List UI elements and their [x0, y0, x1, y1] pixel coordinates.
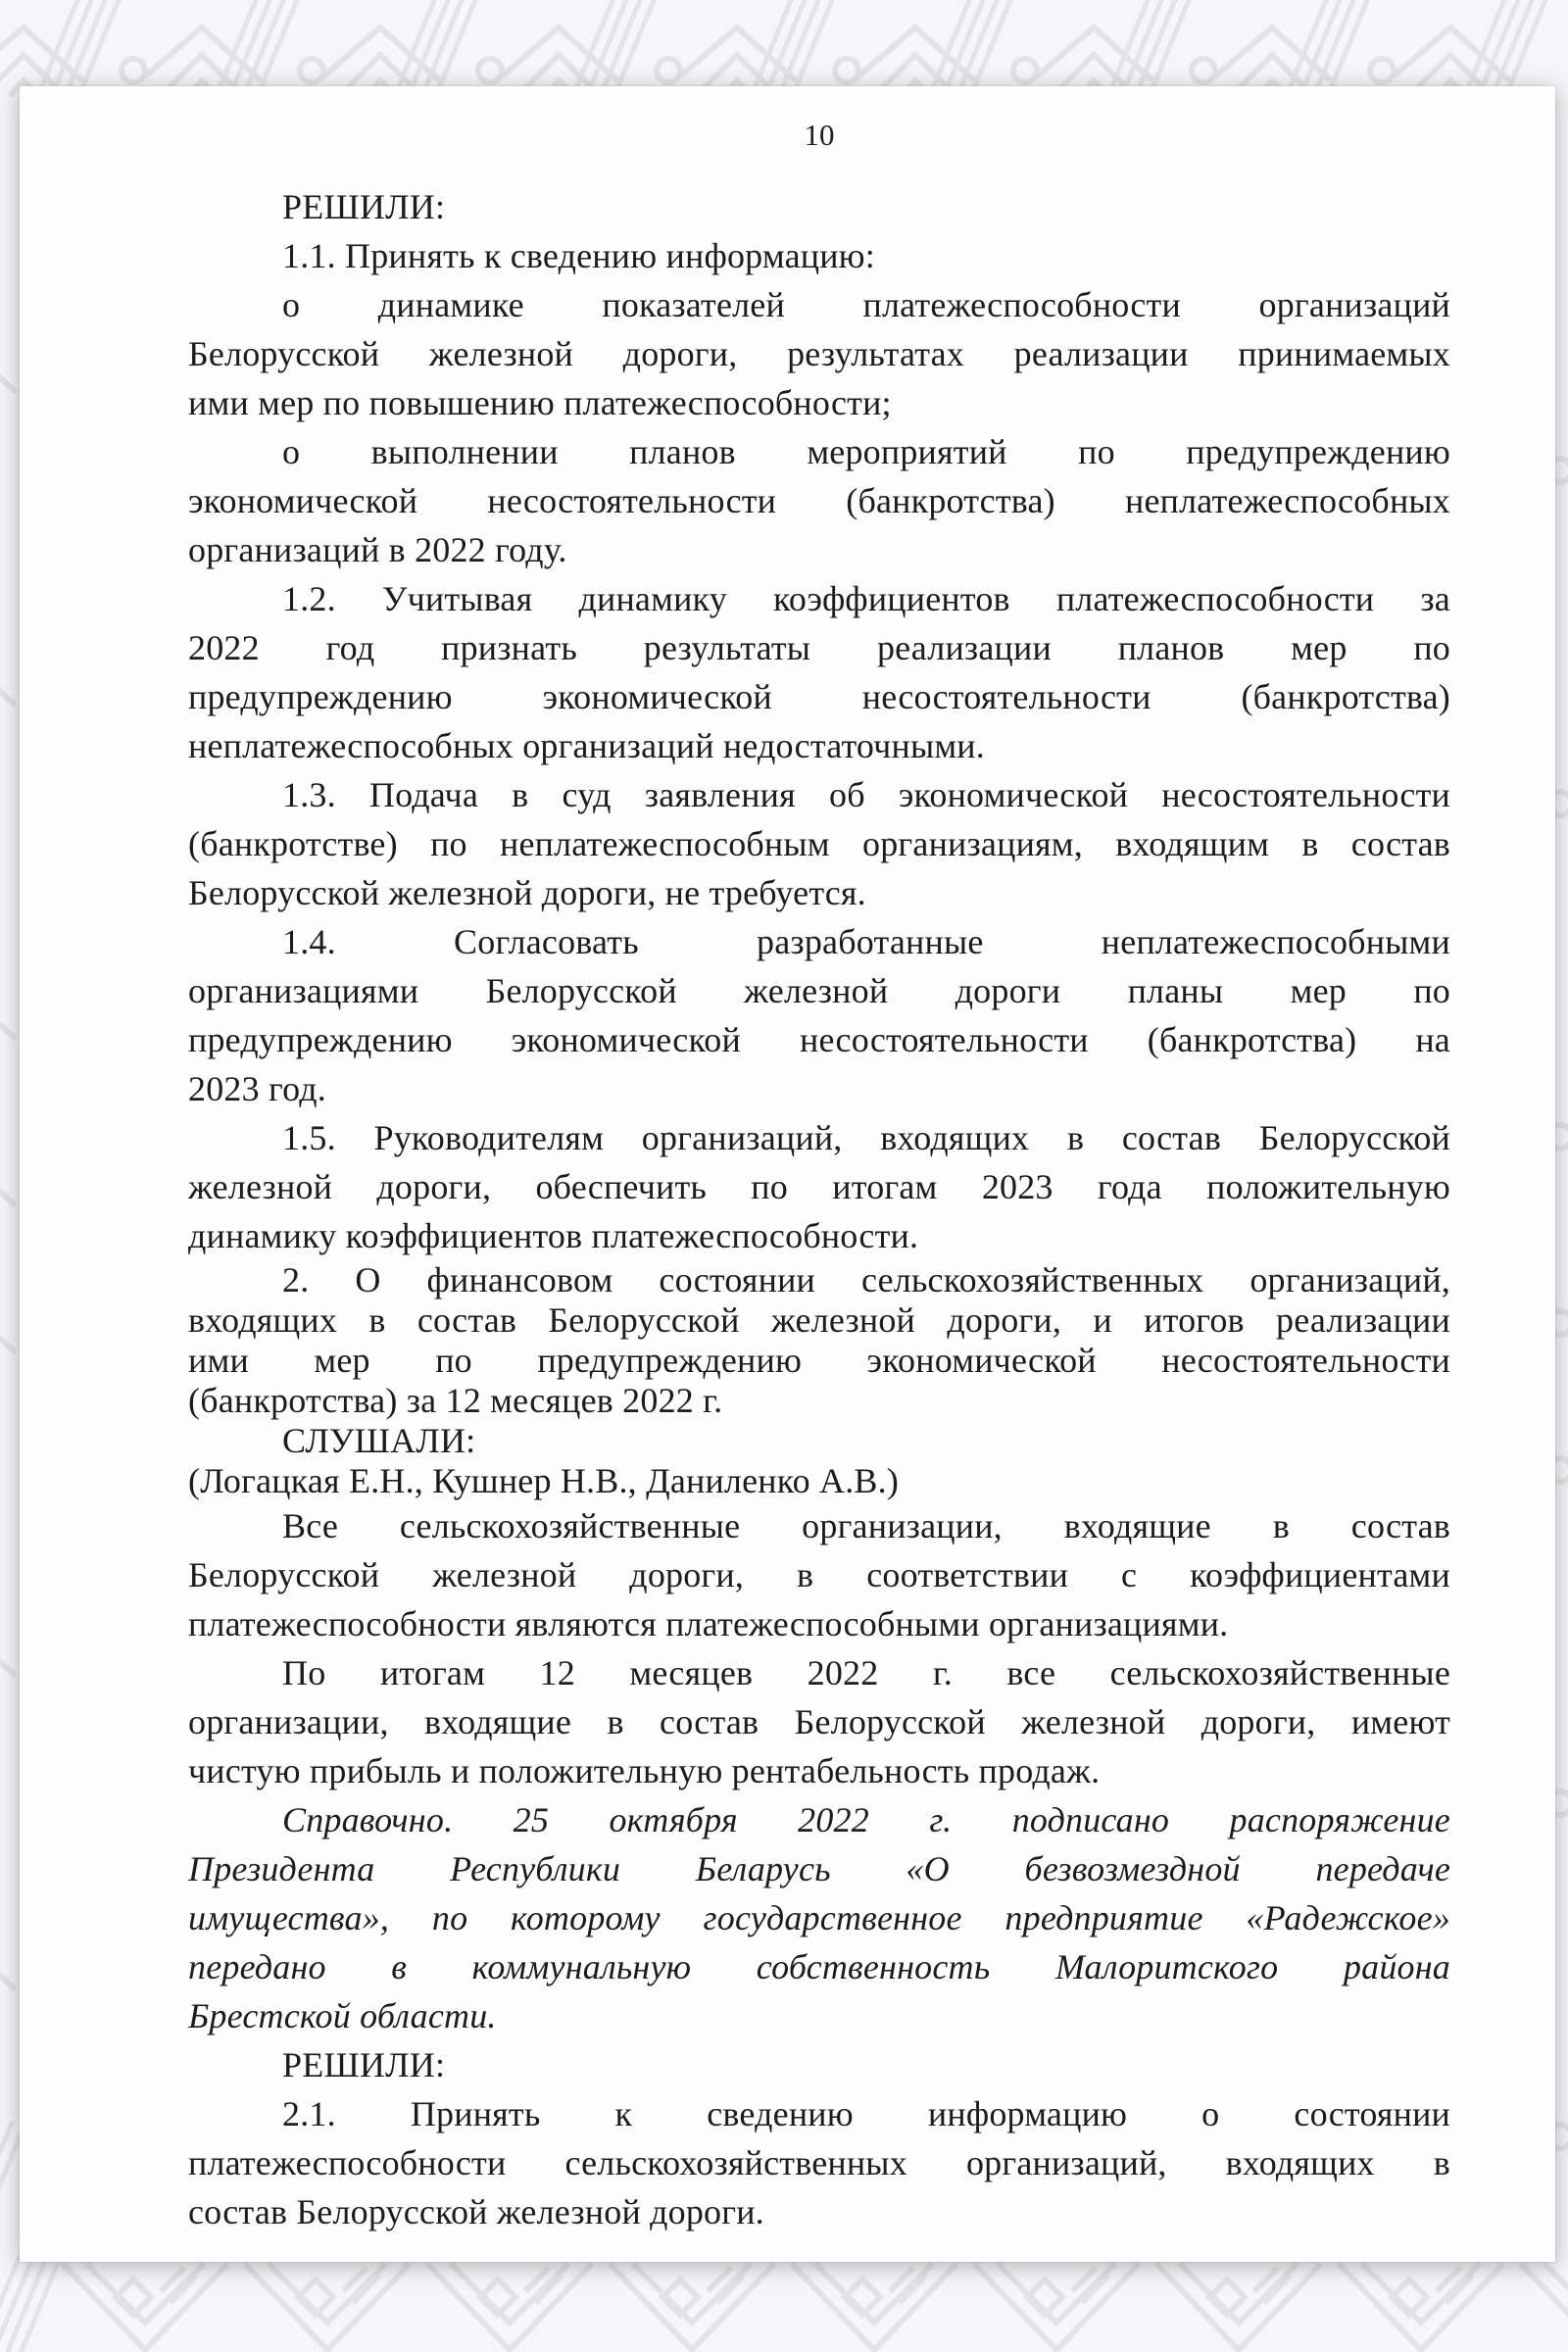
paragraph-heading — [188, 1421, 1450, 1461]
text-line: Белорусской железной дороги, в соответствии с коэффициентами — [188, 1555, 1450, 1594]
text-line: ими мер по предупреждению экономической несостоятельности — [188, 1341, 1450, 1380]
paragraph-body — [188, 231, 1450, 280]
text-line: передано в коммунальную собственность Малоритского района — [188, 1947, 1450, 1986]
text-line: Президента Республики Беларусь «О безвозмездной передаче — [188, 1849, 1450, 1888]
document-body — [188, 182, 1450, 2236]
text-line: (Логацкая Е.Н., Кушнер Н.В., Даниленко А.В.) — [188, 1461, 900, 1500]
text-line: Справочно. 25 октября 2022 г. подписано распоряжение — [282, 1800, 1450, 1839]
text-line: Белорусской железной дороги, не требуется. — [188, 873, 866, 912]
text-line: железной дороги, обеспечить по итогам 2023 года положительную — [188, 1167, 1450, 1206]
text-line: входящих в состав Белорусской железной дороги, и итогов реализации — [188, 1300, 1450, 1340]
heading-line: СЛУШАЛИ: — [282, 1421, 476, 1460]
text-line: предупреждению экономической несостоятельности (банкротства) на — [188, 1020, 1450, 1059]
text-line: (банкротстве) по неплатежеспособным организациям, входящим в состав — [188, 824, 1450, 863]
paragraph-body — [188, 427, 1450, 574]
heading-line: РЕШИЛИ: — [282, 2045, 446, 2084]
paragraph-body — [188, 1501, 1450, 1648]
paragraph-heading — [188, 182, 1450, 231]
paragraph-heading — [188, 2040, 1450, 2089]
paragraph-body — [188, 1648, 1450, 1795]
text-line: организаций в 2022 году. — [188, 530, 567, 569]
text-line: 2023 год. — [188, 1069, 326, 1108]
text-line: 1.2. Учитывая динамику коэффициентов платежеспособности за — [282, 579, 1450, 618]
text-line: Все сельскохозяйственные организации, входящие в состав — [282, 1506, 1450, 1545]
text-line: организации, входящие в состав Белорусской железной дороги, имеют — [188, 1702, 1450, 1741]
paragraph-body — [188, 280, 1450, 427]
text-line: Белорусской железной дороги, результатах реализации принимаемых — [188, 334, 1450, 373]
page-number: 10 — [804, 118, 835, 152]
paragraph-body — [188, 917, 1450, 1113]
text-line: 1.3. Подача в суд заявления об экономической несостоятельности — [282, 775, 1450, 814]
text-line: Брестской области. — [188, 1996, 497, 2035]
text-line: организациями Белорусской железной дороги планы мер по — [188, 971, 1450, 1010]
text-line: платежеспособности сельскохозяйственных организаций, входящих в — [188, 2143, 1450, 2182]
text-line: 1.1. Принять к сведению информацию: — [282, 236, 875, 275]
text-line: (банкротства) за 12 месяцев 2022 г. — [188, 1381, 723, 1420]
text-line: 2.1. Принять к сведению информацию о состоянии — [282, 2094, 1450, 2133]
text-line: состав Белорусской железной дороги. — [188, 2192, 764, 2231]
text-line: имущества», по которому государственное предприятие «Радежское» — [188, 1898, 1450, 1937]
paragraph-body — [188, 1461, 1450, 1501]
paragraph-body — [188, 1113, 1450, 1260]
text-line: неплатежеспособных организаций недостаточными. — [188, 726, 985, 765]
text-line: экономической несостоятельности (банкротства) неплатежеспособных — [188, 481, 1450, 520]
text-line: о выполнении планов мероприятий по предупреждению — [282, 432, 1450, 471]
text-line: о динамике показателей платежеспособности организаций — [282, 285, 1450, 324]
text-line: платежеспособности являются платежеспособными организациями. — [188, 1604, 1229, 1643]
text-line: 1.5. Руководителям организаций, входящих в состав Белорусской — [282, 1118, 1450, 1157]
text-line: По итогам 12 месяцев 2022 г. все сельскохозяйственные — [282, 1653, 1450, 1692]
heading-line: РЕШИЛИ: — [282, 187, 446, 226]
paragraph-body — [188, 1260, 1450, 1421]
paragraph-body — [188, 2089, 1450, 2236]
text-line: предупреждению экономической несостоятельности (банкротства) — [188, 677, 1450, 716]
paragraph-body — [188, 770, 1450, 917]
text-line: 2022 год признать результаты реализации планов мер по — [188, 628, 1450, 667]
text-line: ими мер по повышению платежеспособности; — [188, 383, 892, 422]
text-line: 1.4. Согласовать разработанные неплатежеспособными — [282, 922, 1450, 961]
paragraph-note — [188, 1795, 1450, 2040]
paragraph-body — [188, 574, 1450, 770]
document-page — [20, 86, 1555, 2262]
text-line: чистую прибыль и положительную рентабельность продаж. — [188, 1751, 1101, 1790]
text-line: динамику коэффициентов платежеспособности. — [188, 1216, 919, 1255]
text-line: 2. О финансовом состоянии сельскохозяйственных организаций, — [282, 1260, 1450, 1299]
